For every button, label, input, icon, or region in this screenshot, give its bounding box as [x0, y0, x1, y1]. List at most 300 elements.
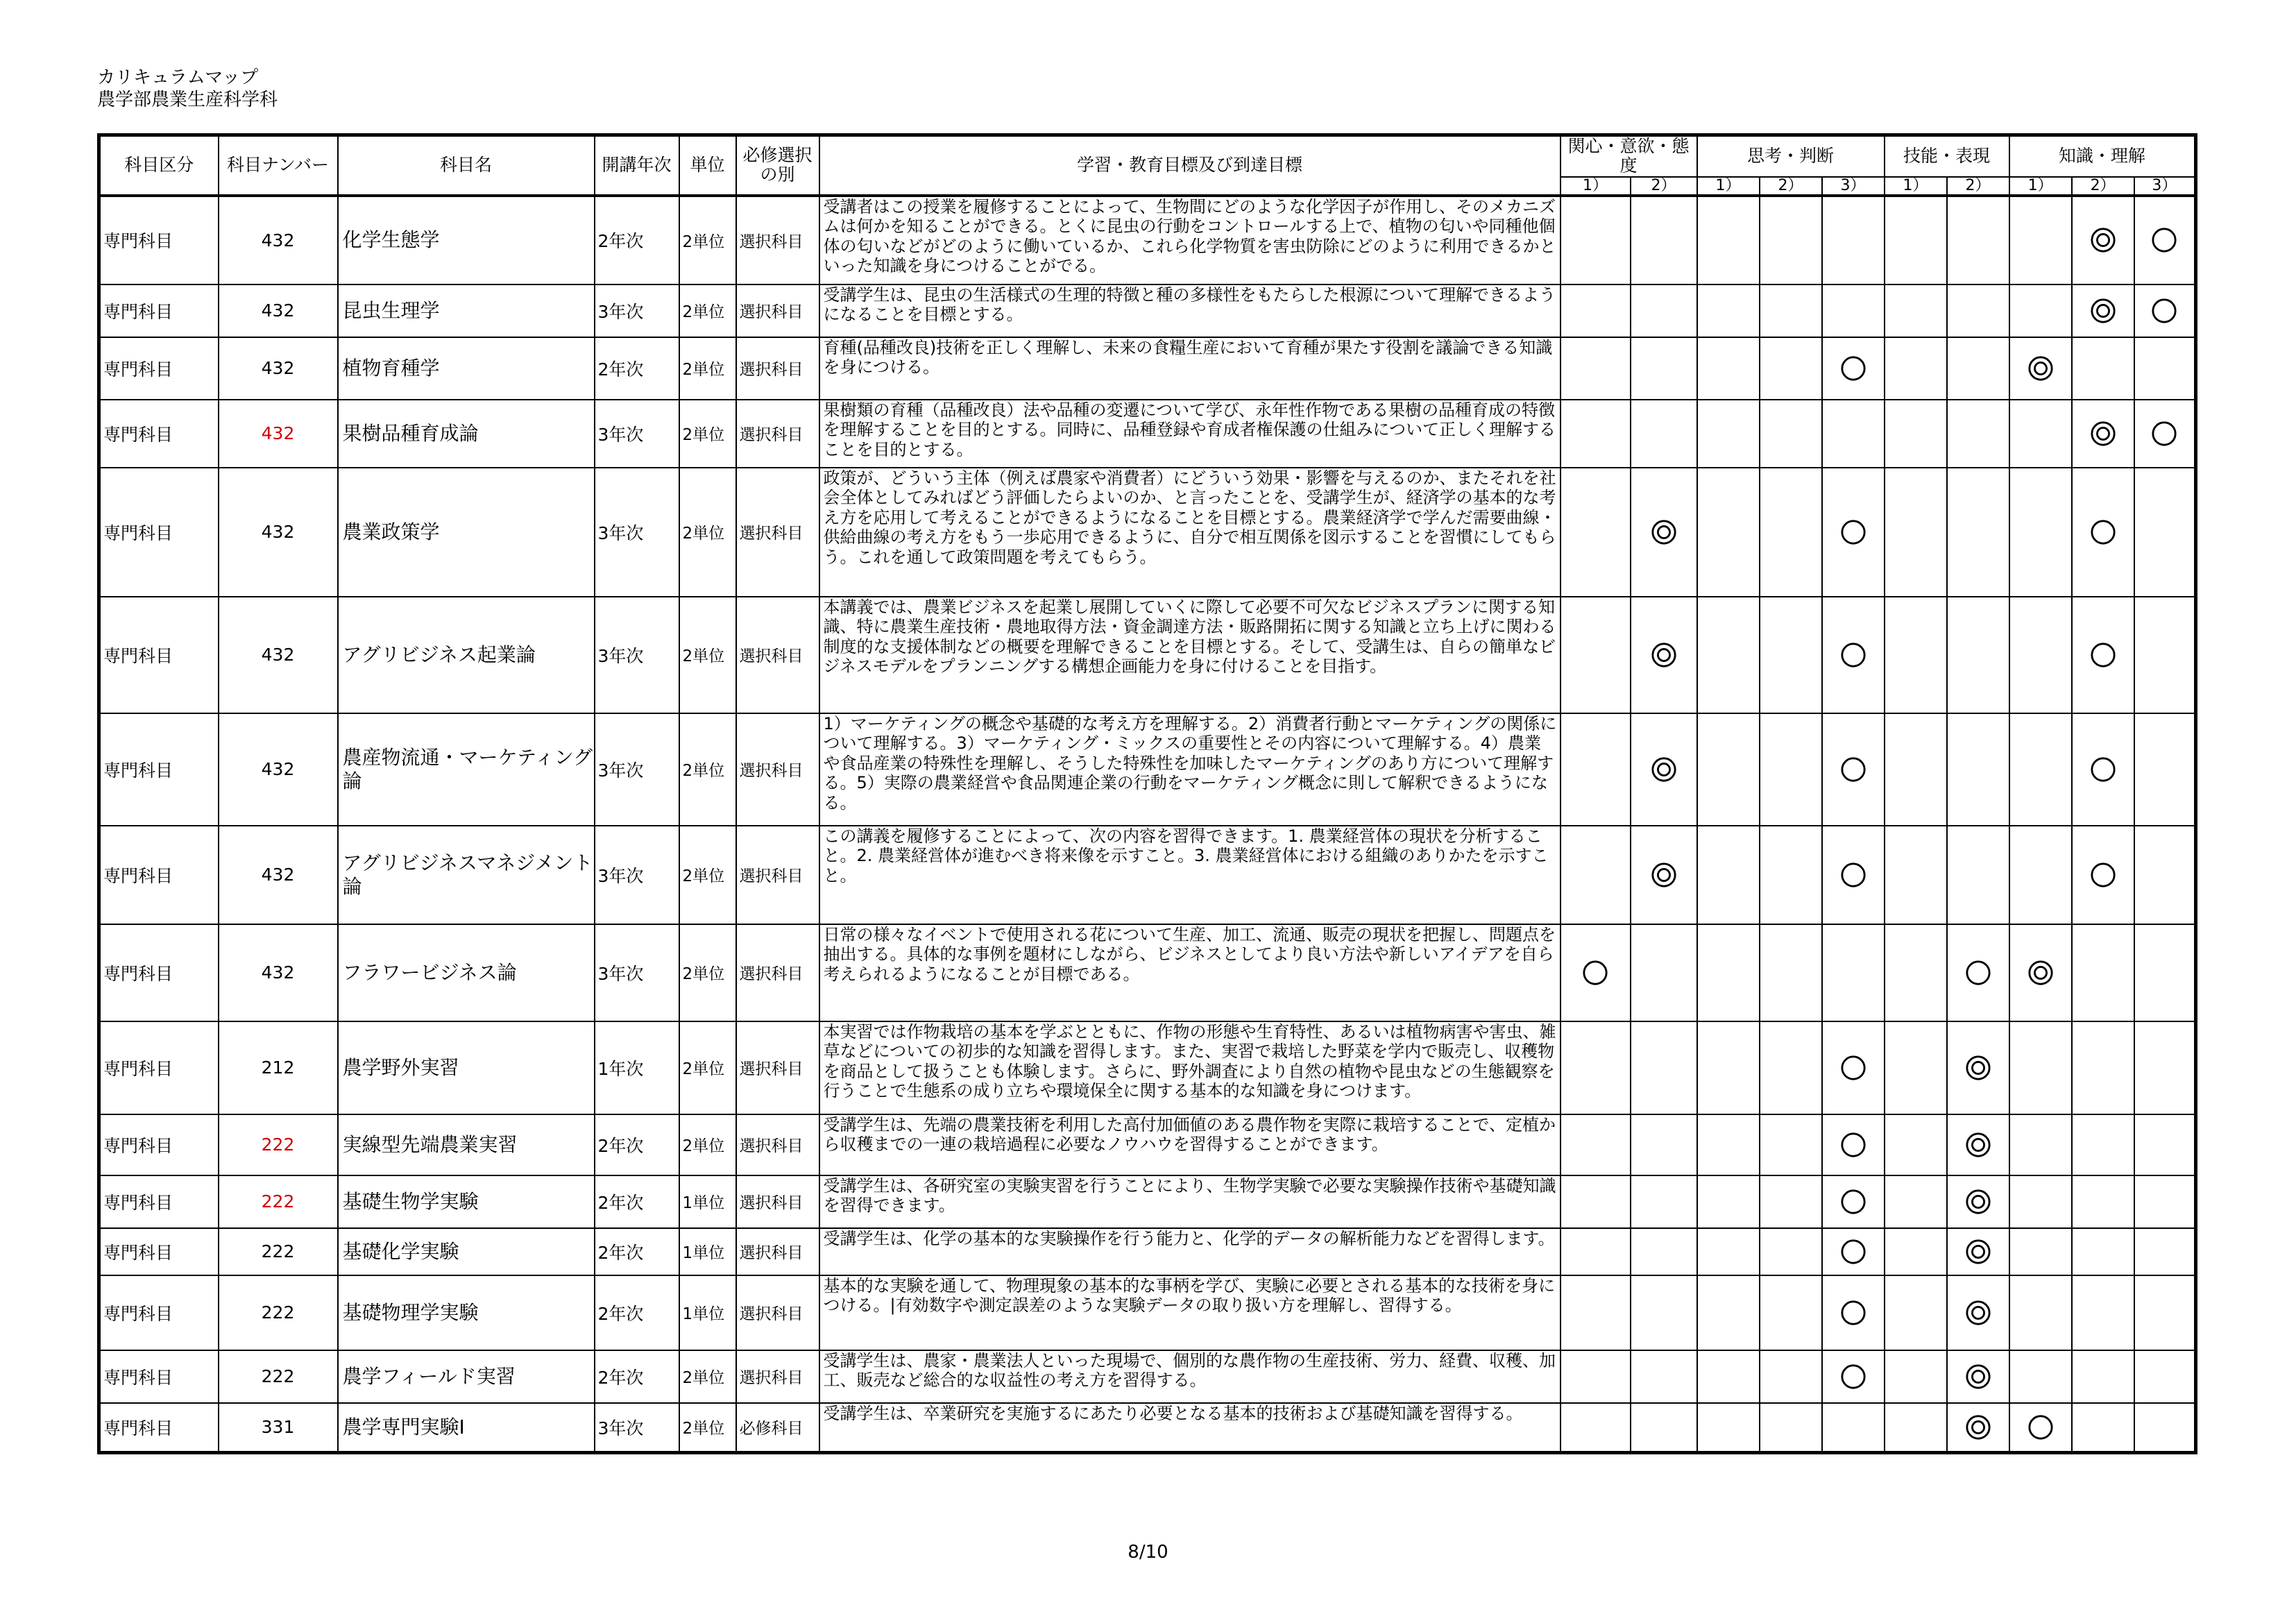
achievement-mark-cell: [1885, 1403, 1947, 1453]
course-required-type: 選択科目: [736, 597, 819, 713]
achievement-mark-cell: [1760, 1175, 1822, 1228]
course-units: 1単位: [679, 1228, 736, 1275]
achievement-mark-cell: [1885, 196, 1947, 284]
achievement-mark-cell: [1760, 924, 1822, 1021]
circle-mark-icon: [1840, 355, 1866, 382]
table-row: [99, 1275, 2196, 1350]
course-year: 3年次: [595, 713, 679, 826]
circle-mark-icon: [1840, 642, 1866, 668]
achievement-mark-cell: [1561, 826, 1631, 924]
achievement-mark-cell: [1885, 400, 1947, 468]
course-number: 432: [219, 196, 338, 284]
achievement-mark-cell: [1697, 400, 1760, 468]
course-required-type: 選択科目: [736, 1114, 819, 1175]
achievement-mark-cell: [1885, 1114, 1947, 1175]
course-number: 432: [219, 468, 338, 597]
course-category: 専門科目: [99, 1114, 219, 1175]
sub-header: 1）: [1561, 177, 1631, 196]
page-number: 8/10: [1128, 1542, 1168, 1563]
header-group-knowledge: 知識・理解: [2009, 135, 2196, 177]
achievement-mark-cell: [1947, 1021, 2009, 1114]
achievement-mark-cell: [2134, 337, 2196, 400]
achievement-mark-cell: [2134, 468, 2196, 597]
double-circle-mark-icon: [1965, 1189, 1991, 1215]
course-units: 2単位: [679, 924, 736, 1021]
course-required-type: 選択科目: [736, 1350, 819, 1403]
achievement-mark-cell: [1697, 337, 1760, 400]
achievement-mark-cell: [2134, 1275, 2196, 1350]
achievement-mark-cell: [1561, 1275, 1631, 1350]
course-name: 化学生態学: [338, 196, 595, 284]
achievement-mark-cell: [1822, 400, 1885, 468]
achievement-mark-cell: [1947, 1403, 2009, 1453]
course-units: 2単位: [679, 1350, 736, 1403]
achievement-mark-cell: [1760, 713, 1822, 826]
achievement-mark-cell: [1885, 284, 1947, 337]
double-circle-mark-icon: [1965, 1363, 1991, 1390]
course-required-type: 選択科目: [736, 713, 819, 826]
achievement-mark-cell: [2134, 1350, 2196, 1403]
course-category: 専門科目: [99, 1275, 219, 1350]
achievement-mark-cell: [1760, 196, 1822, 284]
achievement-mark-cell: [1947, 597, 2009, 713]
course-year: 2年次: [595, 196, 679, 284]
achievement-mark-cell: [1631, 924, 1697, 1021]
achievement-mark-cell: [1631, 1175, 1697, 1228]
course-number: 331: [219, 1403, 338, 1453]
achievement-mark-cell: [1631, 337, 1697, 400]
achievement-mark-cell: [2072, 337, 2134, 400]
sub-header: 2）: [1631, 177, 1697, 196]
circle-mark-icon: [1840, 1055, 1866, 1081]
course-required-type: 選択科目: [736, 1021, 819, 1114]
course-goal: 受講学生は、農家・農業法人といった現場で、個別的な農作物の生産技術、労力、経費、収穫、加工、販売など総合的な収益性の考え方を習得する。: [819, 1350, 1561, 1403]
course-category: 専門科目: [99, 1403, 219, 1453]
course-number: 432: [219, 826, 338, 924]
achievement-mark-cell: [1760, 468, 1822, 597]
circle-mark-icon: [1582, 960, 1608, 986]
course-units: 2単位: [679, 468, 736, 597]
achievement-mark-cell: [1947, 400, 2009, 468]
header-goals: 学習・教育目標及び到達目標: [819, 135, 1561, 196]
course-number: 222: [219, 1275, 338, 1350]
achievement-mark-cell: [1561, 1021, 1631, 1114]
achievement-mark-cell: [2009, 337, 2072, 400]
achievement-mark-cell: [1822, 1275, 1885, 1350]
table-row: [99, 337, 2196, 400]
course-units: 2単位: [679, 1114, 736, 1175]
achievement-mark-cell: [1561, 468, 1631, 597]
achievement-mark-cell: [2134, 1175, 2196, 1228]
header-year: 開講年次: [595, 135, 679, 196]
course-year: 3年次: [595, 924, 679, 1021]
course-category: 専門科目: [99, 924, 219, 1021]
course-name: 農学フィールド実習: [338, 1350, 595, 1403]
double-circle-mark-icon: [1965, 1414, 1991, 1441]
course-goal: 本実習では作物栽培の基本を学ぶとともに、作物の形態や生育特性、あるいは植物病害や害虫、雑草などについての初歩的な知識を習得します。また、実習で栽培した野菜を学内で販売し、収穫物を商品として扱うことも体験します。さらに、野外調査により自然の植物や昆虫などの生態観察を行うことで生態系の成り立ちや環境保全に関する基本的な知識を身につけます。: [819, 1021, 1561, 1114]
achievement-mark-cell: [2134, 284, 2196, 337]
course-required-type: 選択科目: [736, 400, 819, 468]
achievement-mark-cell: [1760, 337, 1822, 400]
achievement-mark-cell: [1697, 196, 1760, 284]
achievement-mark-cell: [2009, 1275, 2072, 1350]
header-group-skill: 技能・表現: [1885, 135, 2009, 177]
achievement-mark-cell: [2134, 826, 2196, 924]
achievement-mark-cell: [1822, 284, 1885, 337]
course-goal: 本講義では、農業ビジネスを起業し展開していくに際して必要不可欠なビジネスプランに関する知識、特に農業生産技術・農地取得方法・資金調達方法・販路開拓に関する知識と立ち上げに関わる制度的な支援体制などの概要を理解できることを目標とする。そして、受講生は、自らの簡単なビジネスモデルをプランニングする構想企画能力を身に付けることを目指す。: [819, 597, 1561, 713]
achievement-mark-cell: [1947, 1114, 2009, 1175]
achievement-mark-cell: [1822, 337, 1885, 400]
achievement-mark-cell: [1697, 713, 1760, 826]
circle-mark-icon: [1840, 1300, 1866, 1326]
course-category: 専門科目: [99, 826, 219, 924]
achievement-mark-cell: [2009, 284, 2072, 337]
achievement-mark-cell: [1885, 826, 1947, 924]
achievement-mark-cell: [2134, 1114, 2196, 1175]
achievement-mark-cell: [2009, 400, 2072, 468]
double-circle-mark-icon: [1651, 756, 1677, 783]
achievement-mark-cell: [1822, 826, 1885, 924]
achievement-mark-cell: [2009, 1114, 2072, 1175]
achievement-mark-cell: [1561, 196, 1631, 284]
course-units: 2単位: [679, 1403, 736, 1453]
course-units: 2単位: [679, 713, 736, 826]
table-row: [99, 1403, 2196, 1453]
course-name: 基礎物理学実験: [338, 1275, 595, 1350]
course-category: 専門科目: [99, 468, 219, 597]
achievement-mark-cell: [2072, 468, 2134, 597]
achievement-mark-cell: [1885, 1275, 1947, 1350]
circle-mark-icon: [2090, 519, 2116, 545]
achievement-mark-cell: [1822, 1114, 1885, 1175]
achievement-mark-cell: [1631, 400, 1697, 468]
course-goal: 果樹類の育種（品種改良）法や品種の変遷について学び、永年性作物である果樹の品種育成の特徴を理解することを目的とする。同時に、品種登録や育成者権保護の仕組みについて正しく理解することを目的とする。: [819, 400, 1561, 468]
course-goal: この講義を履修することによって、次の内容を習得できます。1. 農業経営体の現状を分析すること。2. 農業経営体が進むべき将来像を示すこと。3. 農業経営体における組織のありかたを示すこと。: [819, 826, 1561, 924]
achievement-mark-cell: [2009, 196, 2072, 284]
course-units: 2単位: [679, 196, 736, 284]
header-unit: 単位: [679, 135, 736, 196]
course-year: 2年次: [595, 1350, 679, 1403]
achievement-mark-cell: [1697, 924, 1760, 1021]
course-number: 432: [219, 713, 338, 826]
achievement-mark-cell: [1561, 1403, 1631, 1453]
circle-mark-icon: [2027, 1414, 2054, 1441]
course-category: 専門科目: [99, 1175, 219, 1228]
achievement-mark-cell: [1561, 1350, 1631, 1403]
double-circle-mark-icon: [2027, 355, 2054, 382]
curriculum-map-table: [97, 133, 2197, 1454]
double-circle-mark-icon: [1965, 1239, 1991, 1265]
header-group-interest: 関心・意欲・態度: [1561, 135, 1697, 177]
achievement-mark-cell: [1697, 1175, 1760, 1228]
course-year: 3年次: [595, 284, 679, 337]
course-units: 2単位: [679, 1021, 736, 1114]
course-category: 専門科目: [99, 1021, 219, 1114]
achievement-mark-cell: [1760, 1021, 1822, 1114]
achievement-mark-cell: [2072, 196, 2134, 284]
sub-header: 3）: [2134, 177, 2196, 196]
course-year: 2年次: [595, 1114, 679, 1175]
achievement-mark-cell: [1822, 1021, 1885, 1114]
achievement-mark-cell: [1885, 924, 1947, 1021]
course-name: 基礎化学実験: [338, 1228, 595, 1275]
achievement-mark-cell: [2009, 1228, 2072, 1275]
course-year: 3年次: [595, 1403, 679, 1453]
circle-mark-icon: [1840, 1189, 1866, 1215]
course-goal: 受講学生は、昆虫の生活様式の生理的特徴と種の多様性をもたらした根源について理解できるようになることを目標とする。: [819, 284, 1561, 337]
circle-mark-icon: [1840, 756, 1866, 783]
achievement-mark-cell: [1631, 1403, 1697, 1453]
achievement-mark-cell: [2009, 1175, 2072, 1228]
table-row: [99, 713, 2196, 826]
course-category: 専門科目: [99, 400, 219, 468]
achievement-mark-cell: [1760, 284, 1822, 337]
table-row: [99, 1350, 2196, 1403]
achievement-mark-cell: [2072, 400, 2134, 468]
course-name: アグリビジネス起業論: [338, 597, 595, 713]
sub-header: 3）: [1822, 177, 1885, 196]
course-category: 専門科目: [99, 1228, 219, 1275]
achievement-mark-cell: [1947, 1175, 2009, 1228]
course-units: 1単位: [679, 1275, 736, 1350]
double-circle-mark-icon: [2090, 227, 2116, 253]
sub-header: 1）: [2009, 177, 2072, 196]
course-number: 432: [219, 337, 338, 400]
achievement-mark-cell: [1697, 1021, 1760, 1114]
achievement-mark-cell: [1822, 468, 1885, 597]
circle-mark-icon: [2151, 298, 2177, 324]
achievement-mark-cell: [1561, 1114, 1631, 1175]
achievement-mark-cell: [1822, 196, 1885, 284]
double-circle-mark-icon: [1651, 642, 1677, 668]
achievement-mark-cell: [1822, 713, 1885, 826]
achievement-mark-cell: [1947, 1350, 2009, 1403]
course-year: 1年次: [595, 1021, 679, 1114]
achievement-mark-cell: [1760, 1114, 1822, 1175]
achievement-mark-cell: [1947, 1275, 2009, 1350]
achievement-mark-cell: [2072, 1403, 2134, 1453]
course-year: 2年次: [595, 1175, 679, 1228]
table-row: [99, 1021, 2196, 1114]
achievement-mark-cell: [1885, 597, 1947, 713]
circle-mark-icon: [1840, 1239, 1866, 1265]
achievement-mark-cell: [1561, 1228, 1631, 1275]
achievement-mark-cell: [2134, 597, 2196, 713]
achievement-mark-cell: [2072, 1114, 2134, 1175]
achievement-mark-cell: [1760, 1350, 1822, 1403]
course-goal: 受講学生は、化学の基本的な実験操作を行う能力と、化学的データの解析能力などを習得します。: [819, 1228, 1561, 1275]
achievement-mark-cell: [1885, 468, 1947, 597]
double-circle-mark-icon: [2027, 960, 2054, 986]
course-number: 432: [219, 924, 338, 1021]
header-name: 科目名: [338, 135, 595, 196]
achievement-mark-cell: [1631, 468, 1697, 597]
achievement-mark-cell: [1760, 1228, 1822, 1275]
course-year: 3年次: [595, 826, 679, 924]
course-goal: 受講学生は、各研究室の実験実習を行うことにより、生物学実験で必要な実験操作技術や基礎知識を習得できます。: [819, 1175, 1561, 1228]
achievement-mark-cell: [1631, 1021, 1697, 1114]
circle-mark-icon: [1840, 862, 1866, 888]
achievement-mark-cell: [1947, 337, 2009, 400]
course-required-type: 選択科目: [736, 1228, 819, 1275]
double-circle-mark-icon: [1965, 1132, 1991, 1158]
course-required-type: 選択科目: [736, 337, 819, 400]
course-name: 農学野外実習: [338, 1021, 595, 1114]
course-required-type: 必修科目: [736, 1403, 819, 1453]
circle-mark-icon: [2151, 227, 2177, 253]
sub-header: 1）: [1697, 177, 1760, 196]
circle-mark-icon: [2090, 862, 2116, 888]
header-number: 科目ナンバー: [219, 135, 338, 196]
course-goal: 受講者はこの授業を履修することによって、生物間にどのような化学因子が作用し、そのメカニズムは何かを知ることができる。とくに昆虫の行動をコントロールする上で、植物の匂いや同種他個体の匂いなどがどのように働いているか、これら化学物質を害虫防除にどのように利用できるかといった知識を身につけることがでる。: [819, 196, 1561, 284]
achievement-mark-cell: [1760, 826, 1822, 924]
circle-mark-icon: [1840, 1363, 1866, 1390]
achievement-mark-cell: [1697, 1275, 1760, 1350]
circle-mark-icon: [2090, 756, 2116, 783]
course-category: 専門科目: [99, 1350, 219, 1403]
table-row: [99, 1175, 2196, 1228]
course-year: 3年次: [595, 597, 679, 713]
circle-mark-icon: [1965, 960, 1991, 986]
achievement-mark-cell: [2009, 468, 2072, 597]
achievement-mark-cell: [1822, 1228, 1885, 1275]
course-number: 212: [219, 1021, 338, 1114]
achievement-mark-cell: [1822, 597, 1885, 713]
table-row: [99, 1114, 2196, 1175]
achievement-mark-cell: [2072, 597, 2134, 713]
achievement-mark-cell: [1697, 284, 1760, 337]
course-units: 2単位: [679, 337, 736, 400]
achievement-mark-cell: [2072, 713, 2134, 826]
course-goal: 受講学生は、卒業研究を実施するにあたり必要となる基本的技術および基礎知識を習得する。: [819, 1403, 1561, 1453]
achievement-mark-cell: [1697, 1228, 1760, 1275]
achievement-mark-cell: [2072, 1275, 2134, 1350]
achievement-mark-cell: [1885, 1350, 1947, 1403]
table-header: [99, 135, 2196, 196]
curriculum-map-title: カリキュラムマップ: [97, 67, 259, 88]
table-row: [99, 284, 2196, 337]
achievement-mark-cell: [2134, 1403, 2196, 1453]
achievement-mark-cell: [2072, 1175, 2134, 1228]
course-goal: 1）マーケティングの概念や基礎的な考え方を理解する。2）消費者行動とマーケティングの関係について理解する。3）マーケティング・ミックスの重要性とその内容について理解する。4）農業や食品産業の特殊性を理解し、そうした特殊性を加味したマーケティングのあり方について理解する。5）実際の農業経営や食品関連企業の行動をマーケティング概念に則して解釈できるようになる。: [819, 713, 1561, 826]
double-circle-mark-icon: [1965, 1055, 1991, 1081]
achievement-mark-cell: [1631, 597, 1697, 713]
course-units: 2単位: [679, 400, 736, 468]
course-units: 2単位: [679, 597, 736, 713]
achievement-mark-cell: [2009, 826, 2072, 924]
table-body: [99, 196, 2196, 1453]
achievement-mark-cell: [2134, 924, 2196, 1021]
achievement-mark-cell: [1697, 826, 1760, 924]
achievement-mark-cell: [1561, 1175, 1631, 1228]
course-required-type: 選択科目: [736, 826, 819, 924]
circle-mark-icon: [1840, 519, 1866, 545]
sub-header: 1）: [1885, 177, 1947, 196]
achievement-mark-cell: [1822, 1350, 1885, 1403]
course-goal: 基本的な実験を通して、物理現象の基本的な事柄を学び、実験に必要とされる基本的な技術を身につける。|有効数字や測定誤差のような実験データの取り扱い方を理解し、習得する。: [819, 1275, 1561, 1350]
course-required-type: 選択科目: [736, 196, 819, 284]
header-group-thinking: 思考・判断: [1697, 135, 1885, 177]
achievement-mark-cell: [1631, 1350, 1697, 1403]
achievement-mark-cell: [1631, 196, 1697, 284]
achievement-mark-cell: [1631, 1114, 1697, 1175]
course-name: 昆虫生理学: [338, 284, 595, 337]
course-year: 3年次: [595, 468, 679, 597]
achievement-mark-cell: [1760, 400, 1822, 468]
course-category: 専門科目: [99, 713, 219, 826]
course-category: 専門科目: [99, 284, 219, 337]
sub-header: 2）: [2072, 177, 2134, 196]
course-required-type: 選択科目: [736, 924, 819, 1021]
course-units: 2単位: [679, 826, 736, 924]
course-number: 222: [219, 1228, 338, 1275]
achievement-mark-cell: [1697, 1403, 1760, 1453]
document-title: [97, 67, 278, 111]
achievement-mark-cell: [1631, 284, 1697, 337]
header-category: 科目区分: [99, 135, 219, 196]
course-number: 222: [219, 1114, 338, 1175]
course-year: 2年次: [595, 337, 679, 400]
circle-mark-icon: [2151, 420, 2177, 447]
achievement-mark-cell: [2134, 196, 2196, 284]
course-year: 3年次: [595, 400, 679, 468]
course-goal: 政策が、どういう主体（例えば農家や消費者）にどういう効果・影響を与えるのか、またそれを社会全体としてみればどう評価したらよいのか、と言ったことを、受講学生が、経済学の基本的な考え方を応用して考えることができるようになることを目標とする。農業経済学で学んだ需要曲線・供給曲線の考え方をもう一歩応用できるように、自分で相互関係を図示することを習慣にしてもらう。これを通して政策問題を考えてもらう。: [819, 468, 1561, 597]
achievement-mark-cell: [2009, 1021, 2072, 1114]
course-name: 農産物流通・マーケティング論: [338, 713, 595, 826]
achievement-mark-cell: [2134, 1021, 2196, 1114]
achievement-mark-cell: [1631, 713, 1697, 826]
achievement-mark-cell: [2134, 1228, 2196, 1275]
achievement-mark-cell: [1885, 1228, 1947, 1275]
achievement-mark-cell: [1760, 1275, 1822, 1350]
course-number: 432: [219, 284, 338, 337]
circle-mark-icon: [2090, 642, 2116, 668]
achievement-mark-cell: [1631, 1275, 1697, 1350]
table-row: [99, 924, 2196, 1021]
achievement-mark-cell: [1947, 924, 2009, 1021]
achievement-mark-cell: [1561, 284, 1631, 337]
course-name: 実線型先端農業実習: [338, 1114, 595, 1175]
course-name: 農学専門実験Ⅰ: [338, 1403, 595, 1453]
achievement-mark-cell: [2009, 597, 2072, 713]
achievement-mark-cell: [1947, 1228, 2009, 1275]
achievement-mark-cell: [2009, 1403, 2072, 1453]
achievement-mark-cell: [1561, 597, 1631, 713]
achievement-mark-cell: [1631, 1228, 1697, 1275]
achievement-mark-cell: [2072, 1350, 2134, 1403]
circle-mark-icon: [1840, 1132, 1866, 1158]
achievement-mark-cell: [1561, 713, 1631, 826]
achievement-mark-cell: [2072, 284, 2134, 337]
course-name: アグリビジネスマネジメント論: [338, 826, 595, 924]
course-goal: 育種(品種改良)技術を正しく理解し、未来の食糧生産において育種が果たす役割を議論できる知識を身につける。: [819, 337, 1561, 400]
achievement-mark-cell: [1561, 337, 1631, 400]
course-name: フラワービジネス論: [338, 924, 595, 1021]
course-number: 222: [219, 1175, 338, 1228]
achievement-mark-cell: [1561, 924, 1631, 1021]
double-circle-mark-icon: [1651, 519, 1677, 545]
table-row: [99, 826, 2196, 924]
course-number: 432: [219, 597, 338, 713]
achievement-mark-cell: [2009, 1350, 2072, 1403]
achievement-mark-cell: [2072, 826, 2134, 924]
achievement-mark-cell: [1885, 337, 1947, 400]
table-row: [99, 1228, 2196, 1275]
achievement-mark-cell: [2009, 713, 2072, 826]
course-units: 2単位: [679, 284, 736, 337]
achievement-mark-cell: [1822, 1403, 1885, 1453]
achievement-mark-cell: [1947, 468, 2009, 597]
